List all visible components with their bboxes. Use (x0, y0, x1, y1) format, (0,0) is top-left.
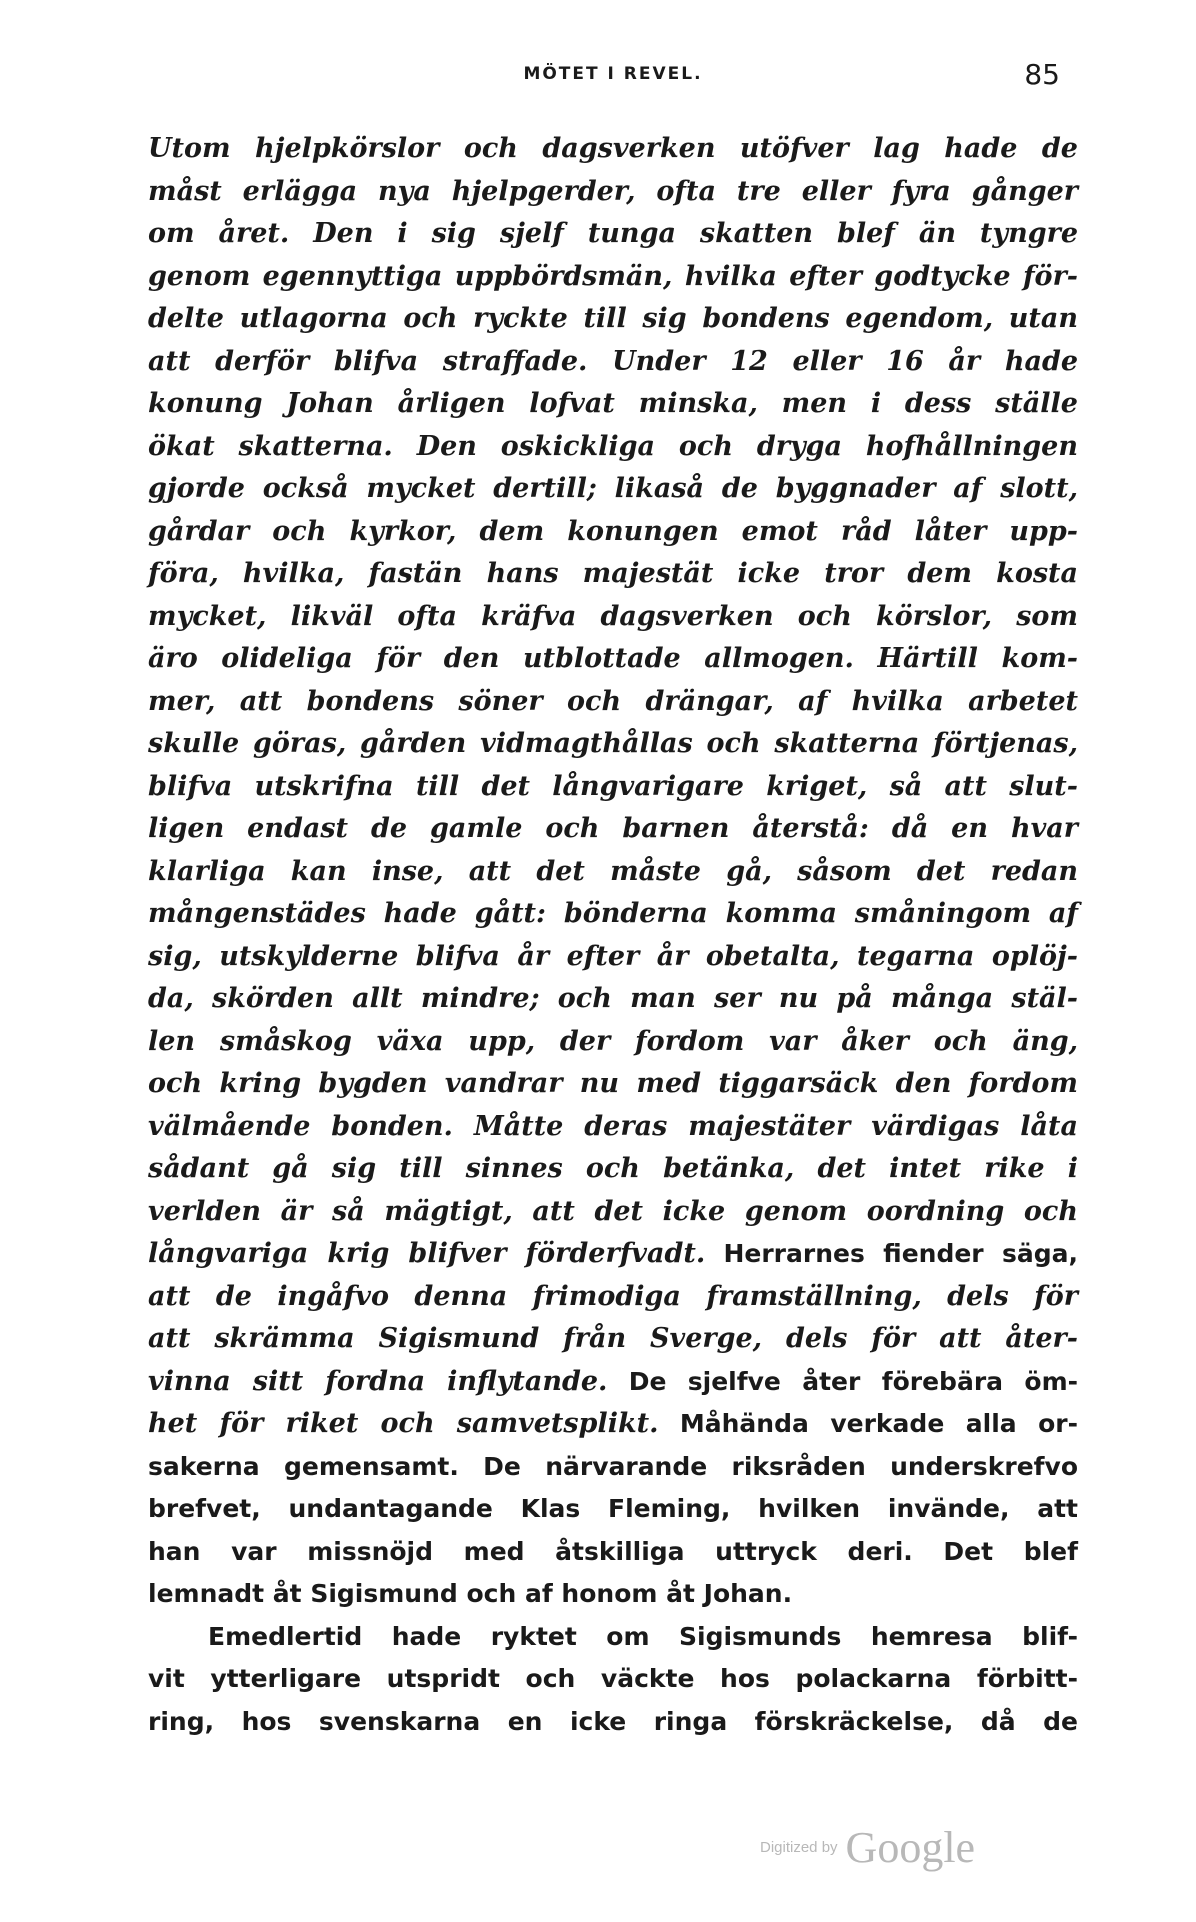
text-line: blifva utskrifna till det långvarigare kriget, så att slut- (148, 770, 1078, 802)
text-line: välmående bonden. Måtte deras majestäter värdigas låta (148, 1110, 1078, 1142)
text-line: att de ingåfvo denna frimodiga framställning, dels för (148, 1280, 1078, 1312)
text-line: ökat skatterna. Den oskickliga och dryga hofhållningen (148, 430, 1078, 462)
text-line-mixed (148, 1233, 1078, 1276)
text-line: da, skörden allt mindre; och man ser nu på många stäl- (148, 983, 1078, 1014)
italic-segment: het för riket och samvetsplikt. (148, 1408, 659, 1439)
roman-segment: Herrarnes fiender säga, (723, 1239, 1078, 1268)
digitized-watermark (760, 1822, 975, 1873)
text-line: föra, hvilka, fastän hans majestät icke tror dem kosta (148, 558, 1078, 589)
italic-segment: vinna sitt fordna inflytande. (148, 1365, 608, 1397)
text-line: mer, att bondens söner och drängar, af hvilka arbetet (148, 685, 1078, 717)
text-line: att derför blifva straffade. Under 12 eller 16 år hade (148, 345, 1078, 377)
running-head (148, 58, 1078, 98)
watermark-prefix: Digitized by (760, 1839, 838, 1856)
text-line: mångenstädes hade gått: bönderna komma småningom af (148, 898, 1078, 929)
text-line: klarliga kan inse, att det måste gå, såsom det redan (148, 855, 1078, 887)
text-line: vit ytterligare utspridt och väckte hos polackarna förbitt- (148, 1664, 1078, 1693)
text-line: gjorde också mycket dertill; likaså de byggnader af slott, (148, 473, 1078, 504)
text-line: ring, hos svenskarna en icke ringa förskräckelse, då de (148, 1706, 1078, 1736)
roman-segment: Måhända verkade alla or- (679, 1409, 1078, 1438)
text-line: brefvet, undantagande Klas Fleming, hvilken invände, att (148, 1494, 1078, 1523)
text-line: delte utlagorna och ryckte till sig bondens egendom, utan (148, 303, 1078, 334)
text-line: ligen endast de gamle och barnen återstå: då en hvar (148, 813, 1078, 844)
text-line: han var missnöjd med åtskilliga uttryck deri. Det blef (148, 1536, 1078, 1566)
text-line: om året. Den i sig sjelf tunga skatten blef än tyngre (148, 218, 1078, 249)
text-line: att skrämma Sigismund från Sverge, dels för att åter- (148, 1323, 1078, 1354)
text-line: konung Johan årligen lofvat minska, men i dess ställe (148, 388, 1078, 419)
text-line: sig, utskylderne blifva år efter år obetalta, tegarna oplöj- (148, 940, 1078, 972)
text-line: sakerna gemensamt. De närvarande riksråden underskrefvo (148, 1451, 1078, 1481)
text-line: Utom hjelpkörslor och dagsverken utöfver lag hade de (148, 133, 1078, 164)
page-number: 85 (1024, 58, 1060, 91)
text-line: äro olideliga för den utblottade allmogen. Härtill kom- (148, 643, 1078, 674)
google-logo: Google (845, 1823, 976, 1872)
text-line: gårdar och kyrkor, dem konungen emot råd låter upp- (148, 515, 1078, 547)
text-line: verlden är så mägtigt, att det icke genom oordning och (148, 1195, 1078, 1227)
text-line-mixed (148, 1361, 1078, 1404)
text-line-mixed (148, 1403, 1078, 1446)
running-title: MÖTET I REVEL. (523, 64, 703, 84)
roman-segment: De sjelfve åter förebära öm- (628, 1366, 1078, 1396)
text-line: genom egennyttiga uppbördsmän, hvilka efter godtycke för- (148, 260, 1078, 292)
text-line: sådant gå sig till sinnes och betänka, det intet rike i (148, 1153, 1078, 1184)
text-line: mycket, likväl ofta kräfva dagsverken och körslor, som (148, 600, 1078, 632)
text-line: och kring bygden vandrar nu med tiggarsäck den fordom (148, 1068, 1078, 1099)
text-line: lemnadt åt Sigismund och af honom åt Johan. (148, 1579, 793, 1608)
text-line: Emedlertid hade ryktet om Sigismunds hemresa blif- (208, 1621, 1078, 1651)
italic-segment: långvariga krig blifver förderfvadt. (148, 1238, 706, 1269)
text-line: måst erlägga nya hjelpgerder, ofta tre eller fyra gånger (148, 175, 1078, 207)
text-line: len småskog växa upp, der fordom var åker och äng, (148, 1025, 1078, 1057)
body-text (148, 128, 1078, 1743)
text-line: skulle göras, gården vidmagthållas och skatterna förtjenas, (148, 728, 1078, 759)
